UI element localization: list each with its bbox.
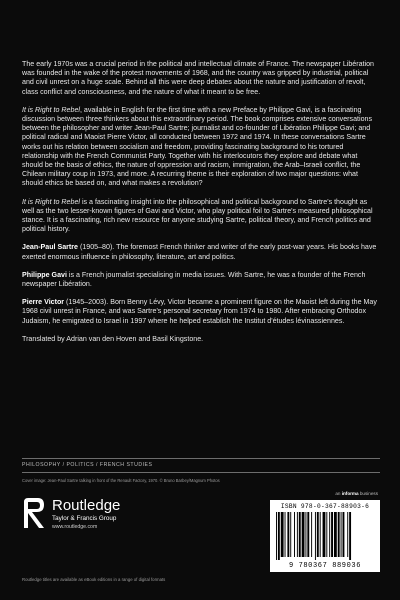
- author-bio-text: (1905–80). The foremost French thinker and writer of the early post-war years. His books have exerted enormous influence in philosophy, literature, art and politics.: [22, 243, 377, 261]
- back-cover-text: [22, 60, 380, 353]
- publisher-name: Routledge: [52, 497, 121, 514]
- blurb-paragraph-3: [22, 198, 380, 235]
- routledge-logo-icon: [22, 496, 46, 530]
- informa-brand: informa: [341, 491, 359, 496]
- author-name: Philippe Gavi: [22, 270, 67, 279]
- author-bio-text: (1945–2003). Born Benny Lévy, Victor became a prominent figure on the Maoist left during the May 1968 civil unrest in France, and was Sartre's personal secretary from 1974 to 1980. After embracing Orthodox Judaism, he emigrated to Israel in 1997 where he helped establish the Institut d'études lévinassiennes.: [22, 298, 377, 325]
- ebook-note: Routledge titles are available as eBook editions in a range of digital formats: [22, 577, 166, 582]
- publisher-logo: [22, 492, 202, 552]
- informa-imprint: [335, 491, 378, 496]
- publisher-group: Taylor & Francis Group: [52, 515, 117, 522]
- author-bio-victor: [22, 298, 380, 326]
- author-bio-text: is a French journalist specialising in media issues. With Sartre, he was a founder of the French newspaper Libération.: [22, 270, 366, 289]
- barcode-bars: [274, 512, 376, 560]
- subject-categories: PHILOSOPHY / POLITICS / FRENCH STUDIES: [22, 462, 153, 468]
- author-name: Jean-Paul Sartre: [22, 243, 78, 252]
- barcode-panel: [270, 500, 380, 572]
- book-title-ref: It is Right to Rebel: [22, 105, 80, 114]
- blurb-paragraph-3-text: is a fascinating insight into the philosophical and political background to Sartre's thought as well as the two lesser-known figures of Gavi and Victor, who play political foil to Sartre's measured philosophical stance. It is a fascinating, rich new resource for anyone studying Sartre, political theory, and French politics and political history.: [22, 197, 373, 234]
- blurb-paragraph-2: [22, 106, 380, 189]
- blurb-paragraph-2-text: , available in English for the first time with a new Preface by Philippe Gavi, is a fascinating discussion between three thinkers about this extraordinary period. The book comprises extensive conversations between the philosopher and writer Jean-Paul Sartre; journalist and co-founder of Libération Philippe Gavi; and political radical and Maoist Pierre Victor, all conducted between 1972 and 1974. In these conversations Sartre works out his relation between socialism and freedom, providing fascinating background to his tortured relationship with the French Communist Party. Together with his interlocutors they explore and debate what should be the basis of ethics, the nature of oppression and racism, immigration, the Arab–Israeli conflict, the Chilean military coup in 1973, and more. A recurring theme is their exploration of two major questions: what should ethics be based on, and what makes a revolution?: [22, 105, 373, 188]
- translator-credit: Translated by Adrian van den Hoven and Basil Kingstone.: [22, 334, 204, 343]
- book-title-ref: It is Right to Rebel: [22, 197, 80, 206]
- divider: [22, 472, 380, 473]
- author-bio-sartre: [22, 243, 380, 261]
- isbn-label: ISBN 978-0-367-88903-6: [280, 503, 370, 510]
- imprint-prefix: an: [335, 491, 342, 496]
- author-bio-gavi: [22, 271, 380, 289]
- author-name: Pierre Victor: [22, 298, 65, 307]
- cover-image-credit: Cover image: Jean-Paul Sartre talking in front of the Renault Factory, 1970. © Bruno Barbey/Magnum Photos: [22, 478, 220, 483]
- barcode-digits: 9 780367 889036: [288, 562, 361, 570]
- publisher-website: www.routledge.com: [52, 524, 98, 530]
- blurb-paragraph-1: The early 1970s was a crucial period in the political and intellectual climate of France. The newspaper Libération was founded in the wake of the protest movements of 1968, and the country was gripped by industrial, political and civil unrest on a huge scale. Behind all this were deep debates about the nature and justification of revolt, class conflict and consciousness, and the nature of what it meant to be free.: [22, 60, 374, 96]
- divider: [22, 458, 380, 459]
- imprint-suffix: business: [358, 491, 378, 496]
